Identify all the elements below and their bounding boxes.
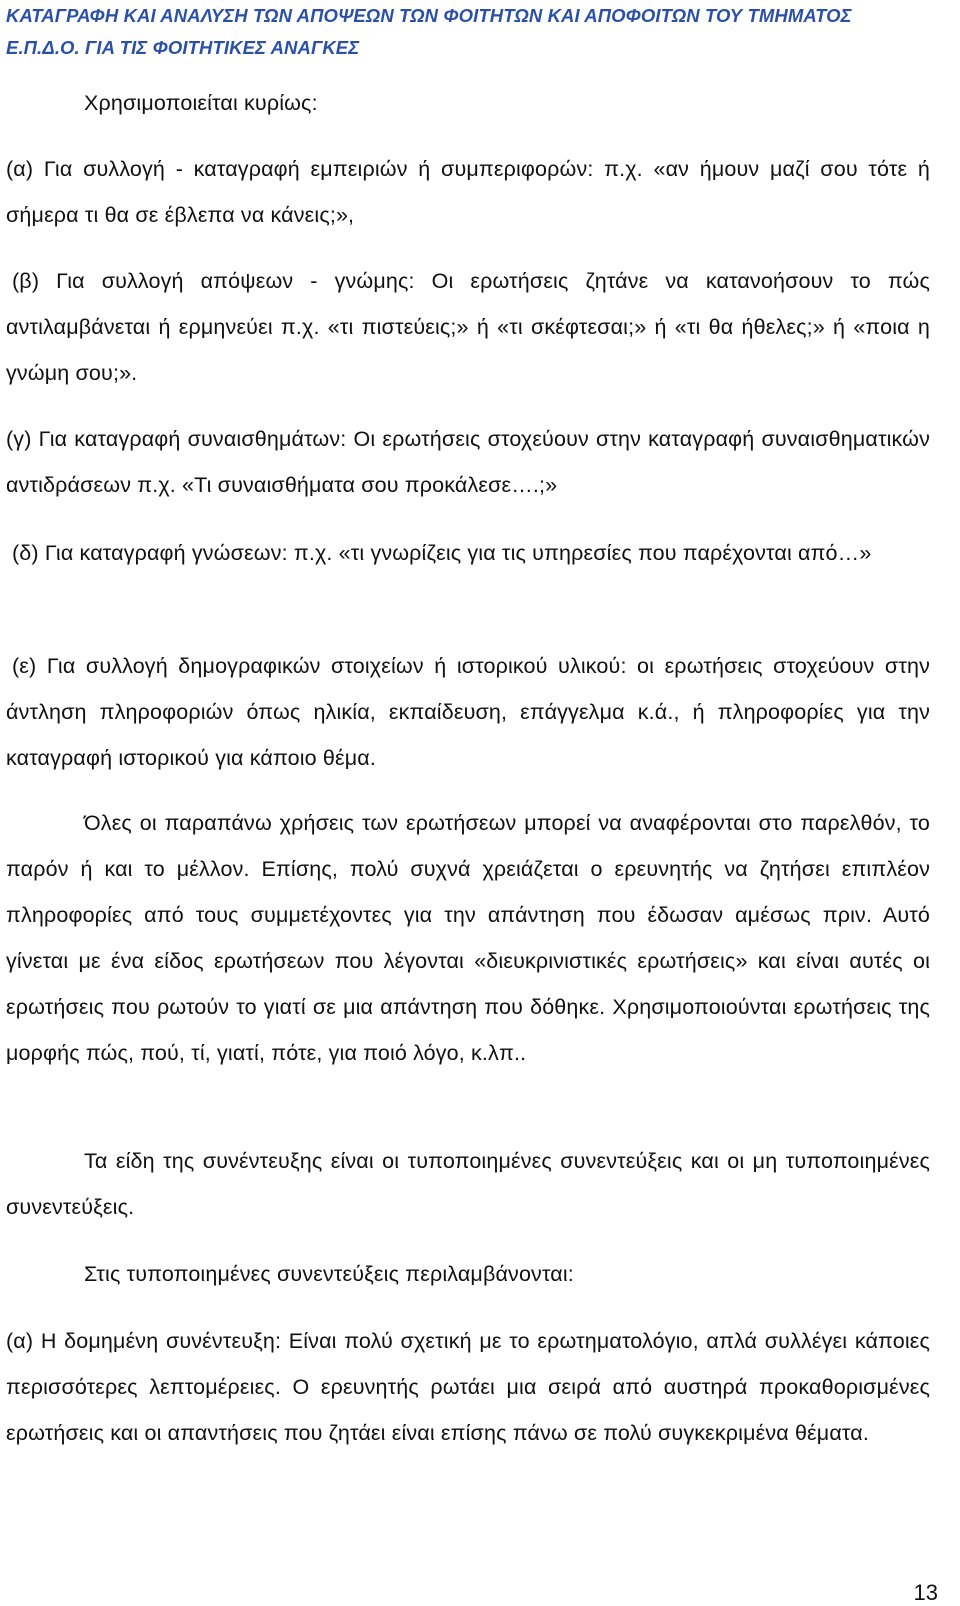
list-item-a: (α) Για συλλογή - καταγραφή εμπειριών ή συμπεριφορών: π.χ. «αν ήμουν μαζί σου τότε ή σήμερα τι θα σε έβλεπα να κάνεις;», [6, 157, 930, 227]
paragraph-intro: Χρησιμοποιείται κυρίως: [84, 91, 318, 115]
list-item-c: (γ) Για καταγραφή συναισθημάτων: Οι ερωτήσεις στοχεύουν στην καταγραφή συναισθηματικών αντιδράσεων π.χ. «Τι συναισθήματα σου προκάλεσε….;» [6, 427, 930, 497]
running-header [6, 0, 946, 64]
list-item-structured: (α) Η δομημένη συνέντευξη: Είναι πολύ σχετική με το ερωτηματολόγιο, απλά συλλέγει κάποιες περισσότερες λεπτομέρειες. Ο ερευνητής ρωτάει μια σειρά από αυστηρά προκαθορισμένες ερωτήσεις και οι απαντήσεις που ζητάει είναι επίσης πάνω σε πολύ συγκεκριμένα θέματα. [6, 1329, 930, 1445]
paragraph-question-uses: Όλες οι παραπάνω χρήσεις των ερωτήσεων μπορεί να αναφέρονται στο παρελθόν, το παρόν ή και το μέλλον. Επίσης, πολύ συχνά χρειάζεται ο ερευνητής να ζητήσει επιπλέον πληροφορίες από τους συμμετέχοντες για την απάντηση που έδωσαν αμέσως πριν. Αυτό γίνεται με ένα είδος ερωτήσεων που λέγονται «διευκρινιστικές ερωτήσεις» και είναι αυτές οι ερωτήσεις που ρωτούν το γιατί σε μια απάντηση που δόθηκε. Χρησιμοποιούνται ερωτήσεις της μορφής πώς, πού, τί, γιατί, πότε, για ποιό λόγο, κ.λπ.. [6, 811, 930, 1065]
list-item-d: (δ) Για καταγραφή γνώσεων: π.χ. «τι γνωρίζεις για τις υπηρεσίες που παρέχονται από…» [12, 541, 872, 565]
header-line-1: ΚΑΤΑΓΡΑΦΗ ΚΑΙ ΑΝΑΛΥΣΗ ΤΩΝ ΑΠΟΨΕΩΝ ΤΩΝ ΦΟΙΤΗΤΩΝ ΚΑΙ ΑΠΟΦΟΙΤΩΝ ΤΟΥ ΤΜΗΜΑΤΟΣ [6, 5, 852, 26]
page-number: 13 [913, 1580, 938, 1605]
paragraph-structured-intro: Στις τυποποιημένες συνεντεύξεις περιλαμβάνονται: [84, 1262, 574, 1286]
header-line-2: Ε.Π.Δ.Ο. ΓΙΑ ΤΙΣ ΦΟΙΤΗΤΙΚΕΣ ΑΝΑΓΚΕΣ [6, 37, 360, 58]
paragraph-interview-types: Τα είδη της συνέντευξης είναι οι τυποποιημένες συνεντεύξεις και οι μη τυποποιημένες συνεντεύξεις. [6, 1149, 930, 1219]
list-item-b: (β) Για συλλογή απόψεων - γνώμης: Οι ερωτήσεις ζητάνε να κατανοήσουν το πώς αντιλαμβάνεται ή ερμηνεύει π.χ. «τι πιστεύεις;» ή «τι σκέφτεσαι;» ή «τι θα ήθελες;» ή «ποια η γνώμη σου;». [6, 269, 930, 385]
list-item-e: (ε) Για συλλογή δημογραφικών στοιχείων ή ιστορικού υλικού: οι ερωτήσεις στοχεύουν στην άντληση πληροφοριών όπως ηλικία, εκπαίδευση, επάγγελμα κ.ά., ή πληροφορίες για την καταγραφή ιστορικού για κάποιο θέμα. [6, 654, 930, 770]
